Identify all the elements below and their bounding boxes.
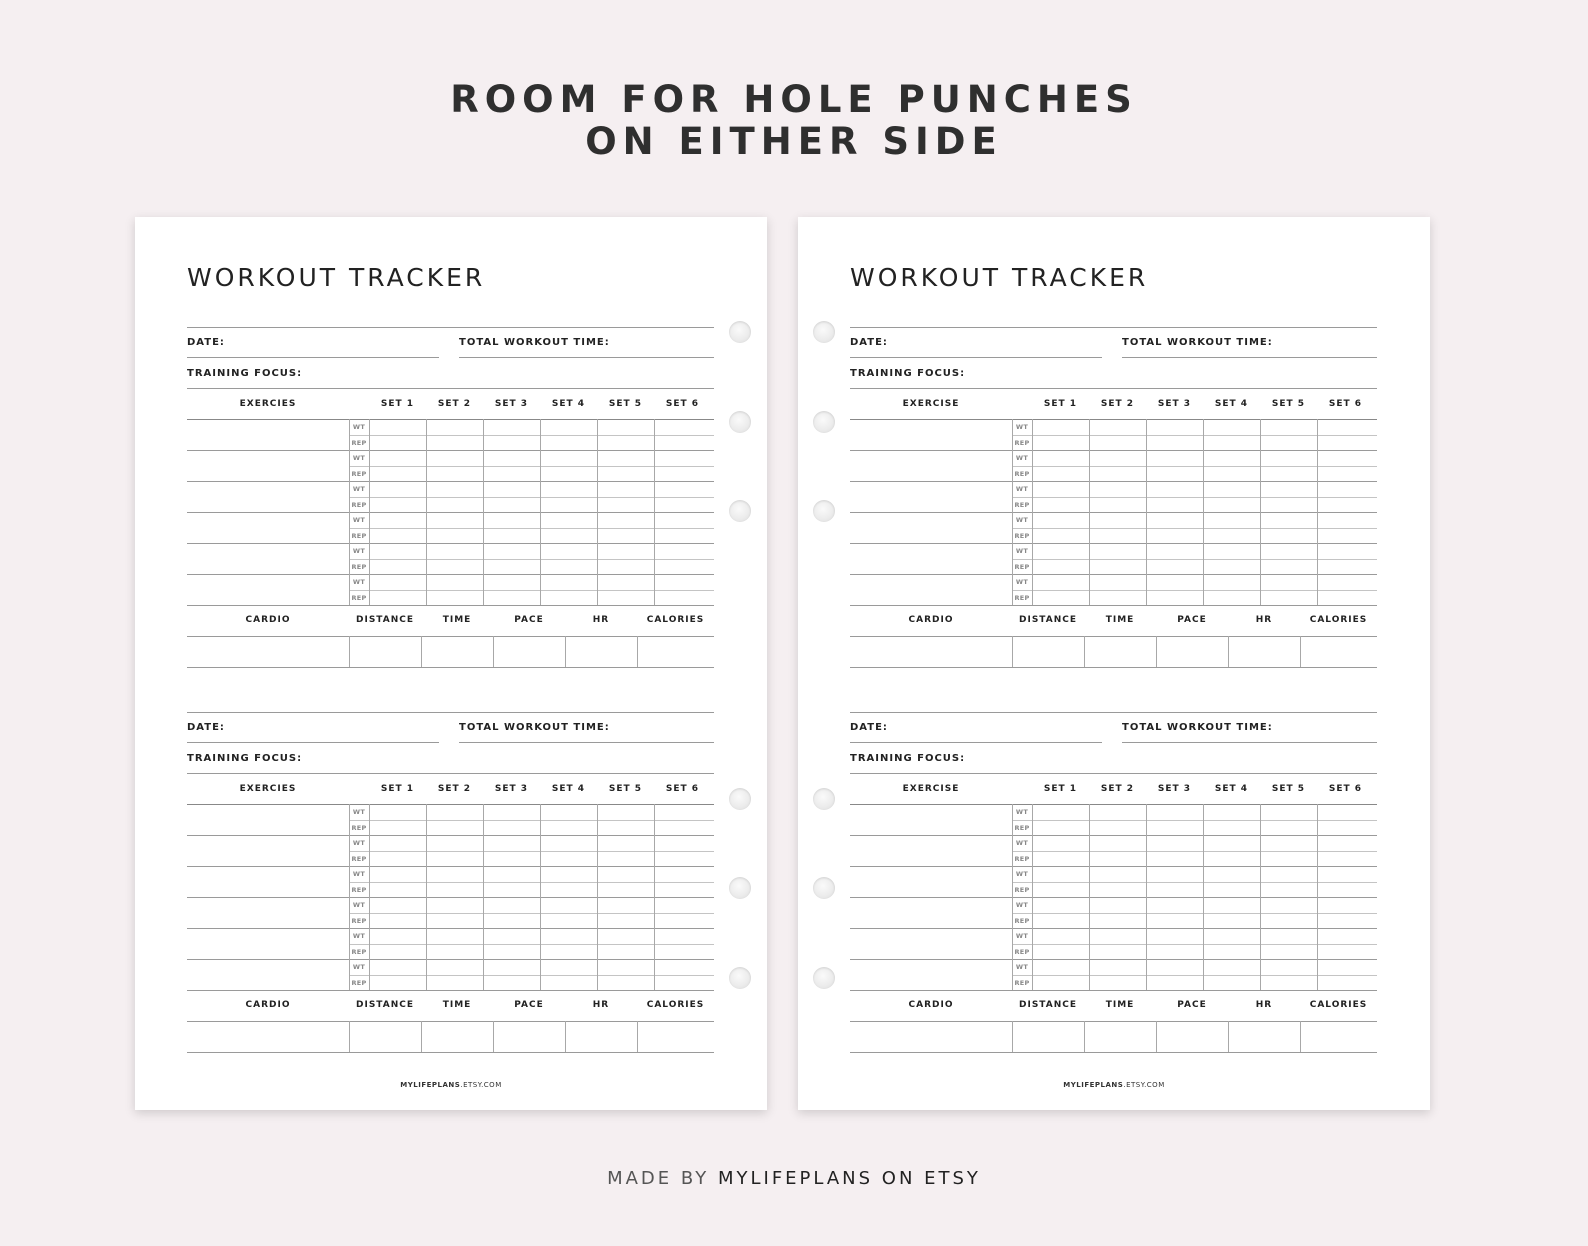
set-row-label: REP	[351, 438, 367, 447]
set-row-label: WT	[352, 901, 366, 909]
cardio-column-header: TIME	[1105, 1000, 1135, 1010]
table-row-line	[850, 574, 1377, 575]
column-divider	[540, 419, 541, 605]
set-column-header: SET 1	[1043, 399, 1078, 409]
cardio-column-divider	[1012, 1021, 1013, 1052]
set-row-label: REP	[1014, 562, 1030, 571]
set-row-label: WT	[1015, 901, 1029, 909]
column-divider	[1032, 804, 1033, 990]
cardio-column-divider	[421, 636, 422, 667]
table-header-line	[850, 419, 1377, 420]
table-row-line	[187, 959, 714, 960]
set-column-header: SET 3	[494, 784, 529, 794]
column-divider	[483, 804, 484, 990]
date-label: DATE:	[850, 722, 888, 733]
headline-line-1: ROOM FOR HOLE PUNCHES	[450, 78, 1138, 121]
cardio-column-header: CALORIES	[646, 1000, 705, 1010]
set-column-header: SET 5	[1271, 784, 1306, 794]
table-row-line	[850, 928, 1377, 929]
column-divider	[369, 804, 370, 990]
table-row-line	[349, 590, 714, 591]
date-label: DATE:	[187, 337, 225, 348]
cardio-column-header: CALORIES	[1309, 1000, 1368, 1010]
set-column-header: SET 6	[1328, 784, 1363, 794]
set-row-label: WT	[1015, 578, 1029, 586]
table-row-line	[349, 944, 714, 945]
set-column-header: SET 3	[1157, 399, 1192, 409]
set-row-label: REP	[351, 947, 367, 956]
footer-brand: MYLIFEPLANS	[400, 1081, 461, 1089]
table-row-line	[349, 913, 714, 914]
cardio-column-divider	[1084, 1021, 1085, 1052]
set-row-label: WT	[352, 839, 366, 847]
cardio-column-divider	[421, 1021, 422, 1052]
table-row-line	[1012, 528, 1377, 529]
set-column-header: SET 6	[665, 784, 700, 794]
set-row-label: WT	[1015, 870, 1029, 878]
table-row-line	[850, 866, 1377, 867]
cardio-column-divider	[1012, 636, 1013, 667]
set-row-label: WT	[352, 808, 366, 816]
made-by-caption	[0, 1168, 1588, 1189]
total-workout-time-label: TOTAL WORKOUT TIME:	[1122, 337, 1273, 348]
cardio-header-line	[850, 636, 1377, 637]
set-row-label: REP	[1014, 947, 1030, 956]
table-row-line	[850, 990, 1377, 991]
cardio-column-divider	[637, 1021, 638, 1052]
table-row-line	[187, 897, 714, 898]
cardio-column-header: PACE	[1177, 1000, 1207, 1010]
workout-section-2	[850, 712, 1377, 1064]
date-line	[850, 742, 1102, 743]
workout-section-1	[850, 327, 1377, 679]
column-divider	[1089, 804, 1090, 990]
date-line	[187, 742, 439, 743]
set-column-header: SET 5	[1271, 399, 1306, 409]
table-row-line	[187, 928, 714, 929]
cardio-column-divider	[637, 636, 638, 667]
column-divider	[349, 419, 350, 605]
cardio-column-header: CARDIO	[908, 1000, 954, 1010]
set-column-header: SET 4	[551, 399, 586, 409]
table-row-line	[850, 897, 1377, 898]
total-time-line	[1122, 742, 1377, 743]
cardio-column-header: PACE	[514, 615, 544, 625]
set-row-label: REP	[351, 469, 367, 478]
column-divider	[1089, 419, 1090, 605]
cardio-column-divider	[493, 636, 494, 667]
table-row-line	[1012, 466, 1377, 467]
cardio-column-divider	[1228, 636, 1229, 667]
cardio-column-header: TIME	[1105, 615, 1135, 625]
table-row-line	[187, 990, 714, 991]
cardio-column-header: DISTANCE	[356, 1000, 414, 1010]
set-row-label: REP	[351, 562, 367, 571]
set-row-label: WT	[1015, 839, 1029, 847]
table-header-line	[850, 804, 1377, 805]
table-row-line	[1012, 559, 1377, 560]
cardio-bottom-line	[187, 1052, 714, 1053]
set-row-label: REP	[1014, 438, 1030, 447]
set-row-label: WT	[352, 485, 366, 493]
cardio-column-header: CARDIO	[245, 615, 291, 625]
training-focus-line	[850, 773, 1377, 774]
set-row-label: WT	[1015, 547, 1029, 555]
set-row-label: REP	[1014, 978, 1030, 987]
cardio-column-header: HR	[1255, 1000, 1273, 1010]
cardio-header-line	[187, 636, 714, 637]
set-row-label: WT	[352, 870, 366, 878]
table-row-line	[187, 543, 714, 544]
set-column-header: SET 2	[437, 399, 472, 409]
set-column-header: SET 4	[551, 784, 586, 794]
column-divider	[1012, 804, 1013, 990]
table-row-line	[187, 450, 714, 451]
cardio-column-header: HR	[592, 1000, 610, 1010]
cardio-column-header: PACE	[1177, 615, 1207, 625]
column-divider	[1203, 804, 1204, 990]
table-header-line	[187, 419, 714, 420]
table-row-line	[1012, 882, 1377, 883]
cardio-column-header: CALORIES	[1309, 615, 1368, 625]
table-row-line	[349, 851, 714, 852]
column-divider	[597, 419, 598, 605]
exercise-column-header: EXERCISE	[902, 399, 960, 409]
table-row-line	[850, 543, 1377, 544]
date-line	[850, 357, 1102, 358]
set-column-header: SET 4	[1214, 784, 1249, 794]
column-divider	[369, 419, 370, 605]
cardio-column-divider	[1300, 636, 1301, 667]
total-time-line	[459, 357, 714, 358]
set-column-header: SET 2	[1100, 399, 1135, 409]
hole-punch-icon	[729, 500, 751, 522]
set-column-header: SET 1	[380, 399, 415, 409]
table-row-line	[1012, 851, 1377, 852]
column-divider	[654, 419, 655, 605]
set-column-header: SET 4	[1214, 399, 1249, 409]
rule-line	[850, 712, 1377, 713]
table-row-line	[850, 512, 1377, 513]
set-row-label: REP	[1014, 469, 1030, 478]
training-focus-label: TRAINING FOCUS:	[187, 368, 303, 379]
training-focus-line	[187, 388, 714, 389]
set-column-header: SET 6	[1328, 399, 1363, 409]
cardio-column-divider	[565, 1021, 566, 1052]
training-focus-line	[187, 773, 714, 774]
cardio-column-header: DISTANCE	[1019, 615, 1077, 625]
table-row-line	[187, 835, 714, 836]
column-divider	[1317, 804, 1318, 990]
column-divider	[1260, 419, 1261, 605]
headline-line-2: ON EITHER SIDE	[585, 120, 1003, 163]
column-divider	[1203, 419, 1204, 605]
set-row-label: REP	[1014, 500, 1030, 509]
hole-punch-icon	[729, 411, 751, 433]
column-divider	[426, 419, 427, 605]
set-column-header: SET 1	[380, 784, 415, 794]
table-row-line	[850, 959, 1377, 960]
table-row-line	[349, 882, 714, 883]
table-row-line	[187, 481, 714, 482]
cardio-column-divider	[1228, 1021, 1229, 1052]
set-column-header: SET 3	[1157, 784, 1192, 794]
training-focus-label: TRAINING FOCUS:	[850, 368, 966, 379]
set-row-label: REP	[351, 500, 367, 509]
table-row-line	[1012, 590, 1377, 591]
table-row-line	[1012, 435, 1377, 436]
workout-section-2	[187, 712, 714, 1064]
set-row-label: REP	[1014, 854, 1030, 863]
rule-line	[187, 712, 714, 713]
cardio-column-divider	[493, 1021, 494, 1052]
set-row-label: REP	[351, 823, 367, 832]
total-time-line	[1122, 357, 1377, 358]
set-row-label: REP	[351, 978, 367, 987]
set-row-label: REP	[351, 885, 367, 894]
page-title: WORKOUT TRACKER	[850, 263, 1149, 292]
cardio-column-divider	[1156, 1021, 1157, 1052]
set-row-label: REP	[351, 593, 367, 602]
hole-punch-icon	[813, 500, 835, 522]
set-row-label: WT	[352, 932, 366, 940]
table-row-line	[349, 466, 714, 467]
cardio-column-divider	[1300, 1021, 1301, 1052]
column-divider	[540, 804, 541, 990]
table-row-line	[1012, 820, 1377, 821]
page-title: WORKOUT TRACKER	[187, 263, 486, 292]
cardio-column-divider	[349, 636, 350, 667]
table-row-line	[349, 528, 714, 529]
column-divider	[654, 804, 655, 990]
total-workout-time-label: TOTAL WORKOUT TIME:	[459, 337, 610, 348]
table-row-line	[349, 820, 714, 821]
cardio-bottom-line	[850, 1052, 1377, 1053]
column-divider	[1260, 804, 1261, 990]
hole-punch-icon	[729, 788, 751, 810]
set-row-label: REP	[351, 531, 367, 540]
table-row-line	[349, 497, 714, 498]
set-row-label: REP	[1014, 531, 1030, 540]
column-divider	[1317, 419, 1318, 605]
hole-punch-icon	[813, 967, 835, 989]
rule-line	[187, 327, 714, 328]
set-row-label: REP	[1014, 885, 1030, 894]
cardio-column-header: CARDIO	[245, 1000, 291, 1010]
made-by-brand: MYLIFEPLANS ON ETSY	[717, 1168, 981, 1189]
set-row-label: WT	[1015, 516, 1029, 524]
rule-line	[850, 327, 1377, 328]
set-column-header: SET 5	[608, 784, 643, 794]
table-row-line	[349, 975, 714, 976]
set-row-label: WT	[352, 547, 366, 555]
training-focus-label: TRAINING FOCUS:	[187, 753, 303, 764]
cardio-column-header: PACE	[514, 1000, 544, 1010]
column-divider	[483, 419, 484, 605]
set-column-header: SET 2	[437, 784, 472, 794]
table-row-line	[187, 866, 714, 867]
hole-punch-icon	[813, 877, 835, 899]
table-row-line	[850, 481, 1377, 482]
exercise-column-header: EXERCIES	[239, 784, 297, 794]
training-focus-line	[850, 388, 1377, 389]
hole-punch-icon	[729, 877, 751, 899]
table-header-line	[187, 804, 714, 805]
cardio-column-header: CARDIO	[908, 615, 954, 625]
total-workout-time-label: TOTAL WORKOUT TIME:	[459, 722, 610, 733]
footer-brand: MYLIFEPLANS	[1063, 1081, 1124, 1089]
table-row-line	[1012, 944, 1377, 945]
set-row-label: WT	[352, 963, 366, 971]
hole-punch-icon	[729, 967, 751, 989]
cardio-bottom-line	[187, 667, 714, 668]
table-row-line	[187, 574, 714, 575]
exercise-column-header: EXERCIES	[239, 399, 297, 409]
date-line	[187, 357, 439, 358]
table-row-line	[850, 605, 1377, 606]
column-divider	[1032, 419, 1033, 605]
set-column-header: SET 3	[494, 399, 529, 409]
date-label: DATE:	[187, 722, 225, 733]
cardio-column-header: DISTANCE	[1019, 1000, 1077, 1010]
cardio-column-header: DISTANCE	[356, 615, 414, 625]
cardio-column-divider	[565, 636, 566, 667]
cardio-column-header: CALORIES	[646, 615, 705, 625]
column-divider	[1146, 419, 1147, 605]
hole-punch-icon	[813, 321, 835, 343]
set-row-label: WT	[352, 516, 366, 524]
cardio-header-line	[187, 1021, 714, 1022]
set-row-label: REP	[1014, 916, 1030, 925]
total-workout-time-label: TOTAL WORKOUT TIME:	[1122, 722, 1273, 733]
set-row-label: WT	[352, 578, 366, 586]
hole-punch-icon	[729, 321, 751, 343]
set-row-label: REP	[1014, 823, 1030, 832]
cardio-header-line	[850, 1021, 1377, 1022]
total-time-line	[459, 742, 714, 743]
set-row-label: WT	[1015, 423, 1029, 431]
set-row-label: WT	[352, 454, 366, 462]
set-row-label: WT	[1015, 454, 1029, 462]
made-by-prefix: MADE BY	[607, 1168, 710, 1189]
table-row-line	[187, 605, 714, 606]
planner-page-left	[135, 217, 767, 1110]
table-row-line	[850, 450, 1377, 451]
set-column-header: SET 2	[1100, 784, 1135, 794]
set-row-label: WT	[1015, 485, 1029, 493]
set-row-label: REP	[1014, 593, 1030, 602]
table-row-line	[1012, 975, 1377, 976]
set-row-label: REP	[351, 854, 367, 863]
set-column-header: SET 6	[665, 399, 700, 409]
cardio-column-header: HR	[1255, 615, 1273, 625]
footer-domain: .ETSY.COM	[460, 1081, 502, 1089]
table-row-line	[1012, 497, 1377, 498]
column-divider	[1146, 804, 1147, 990]
page-footer	[798, 1081, 1430, 1089]
workout-section-1	[187, 327, 714, 679]
table-row-line	[349, 559, 714, 560]
set-row-label: WT	[1015, 963, 1029, 971]
column-divider	[426, 804, 427, 990]
column-divider	[597, 804, 598, 990]
column-divider	[1012, 419, 1013, 605]
planner-page-right	[798, 217, 1430, 1110]
footer-domain: .ETSY.COM	[1123, 1081, 1165, 1089]
table-row-line	[187, 512, 714, 513]
cardio-bottom-line	[850, 667, 1377, 668]
page-footer	[135, 1081, 767, 1089]
table-row-line	[850, 835, 1377, 836]
hole-punch-icon	[813, 788, 835, 810]
training-focus-label: TRAINING FOCUS:	[850, 753, 966, 764]
set-row-label: REP	[351, 916, 367, 925]
hole-punch-icon	[813, 411, 835, 433]
set-row-label: WT	[1015, 932, 1029, 940]
exercise-column-header: EXERCISE	[902, 784, 960, 794]
cardio-column-header: TIME	[442, 1000, 472, 1010]
date-label: DATE:	[850, 337, 888, 348]
cardio-column-divider	[1156, 636, 1157, 667]
set-column-header: SET 1	[1043, 784, 1078, 794]
set-row-label: WT	[1015, 808, 1029, 816]
table-row-line	[349, 435, 714, 436]
table-row-line	[1012, 913, 1377, 914]
column-divider	[349, 804, 350, 990]
set-row-label: WT	[352, 423, 366, 431]
cardio-column-divider	[349, 1021, 350, 1052]
cardio-column-divider	[1084, 636, 1085, 667]
cardio-column-header: TIME	[442, 615, 472, 625]
cardio-column-header: HR	[592, 615, 610, 625]
set-column-header: SET 5	[608, 399, 643, 409]
